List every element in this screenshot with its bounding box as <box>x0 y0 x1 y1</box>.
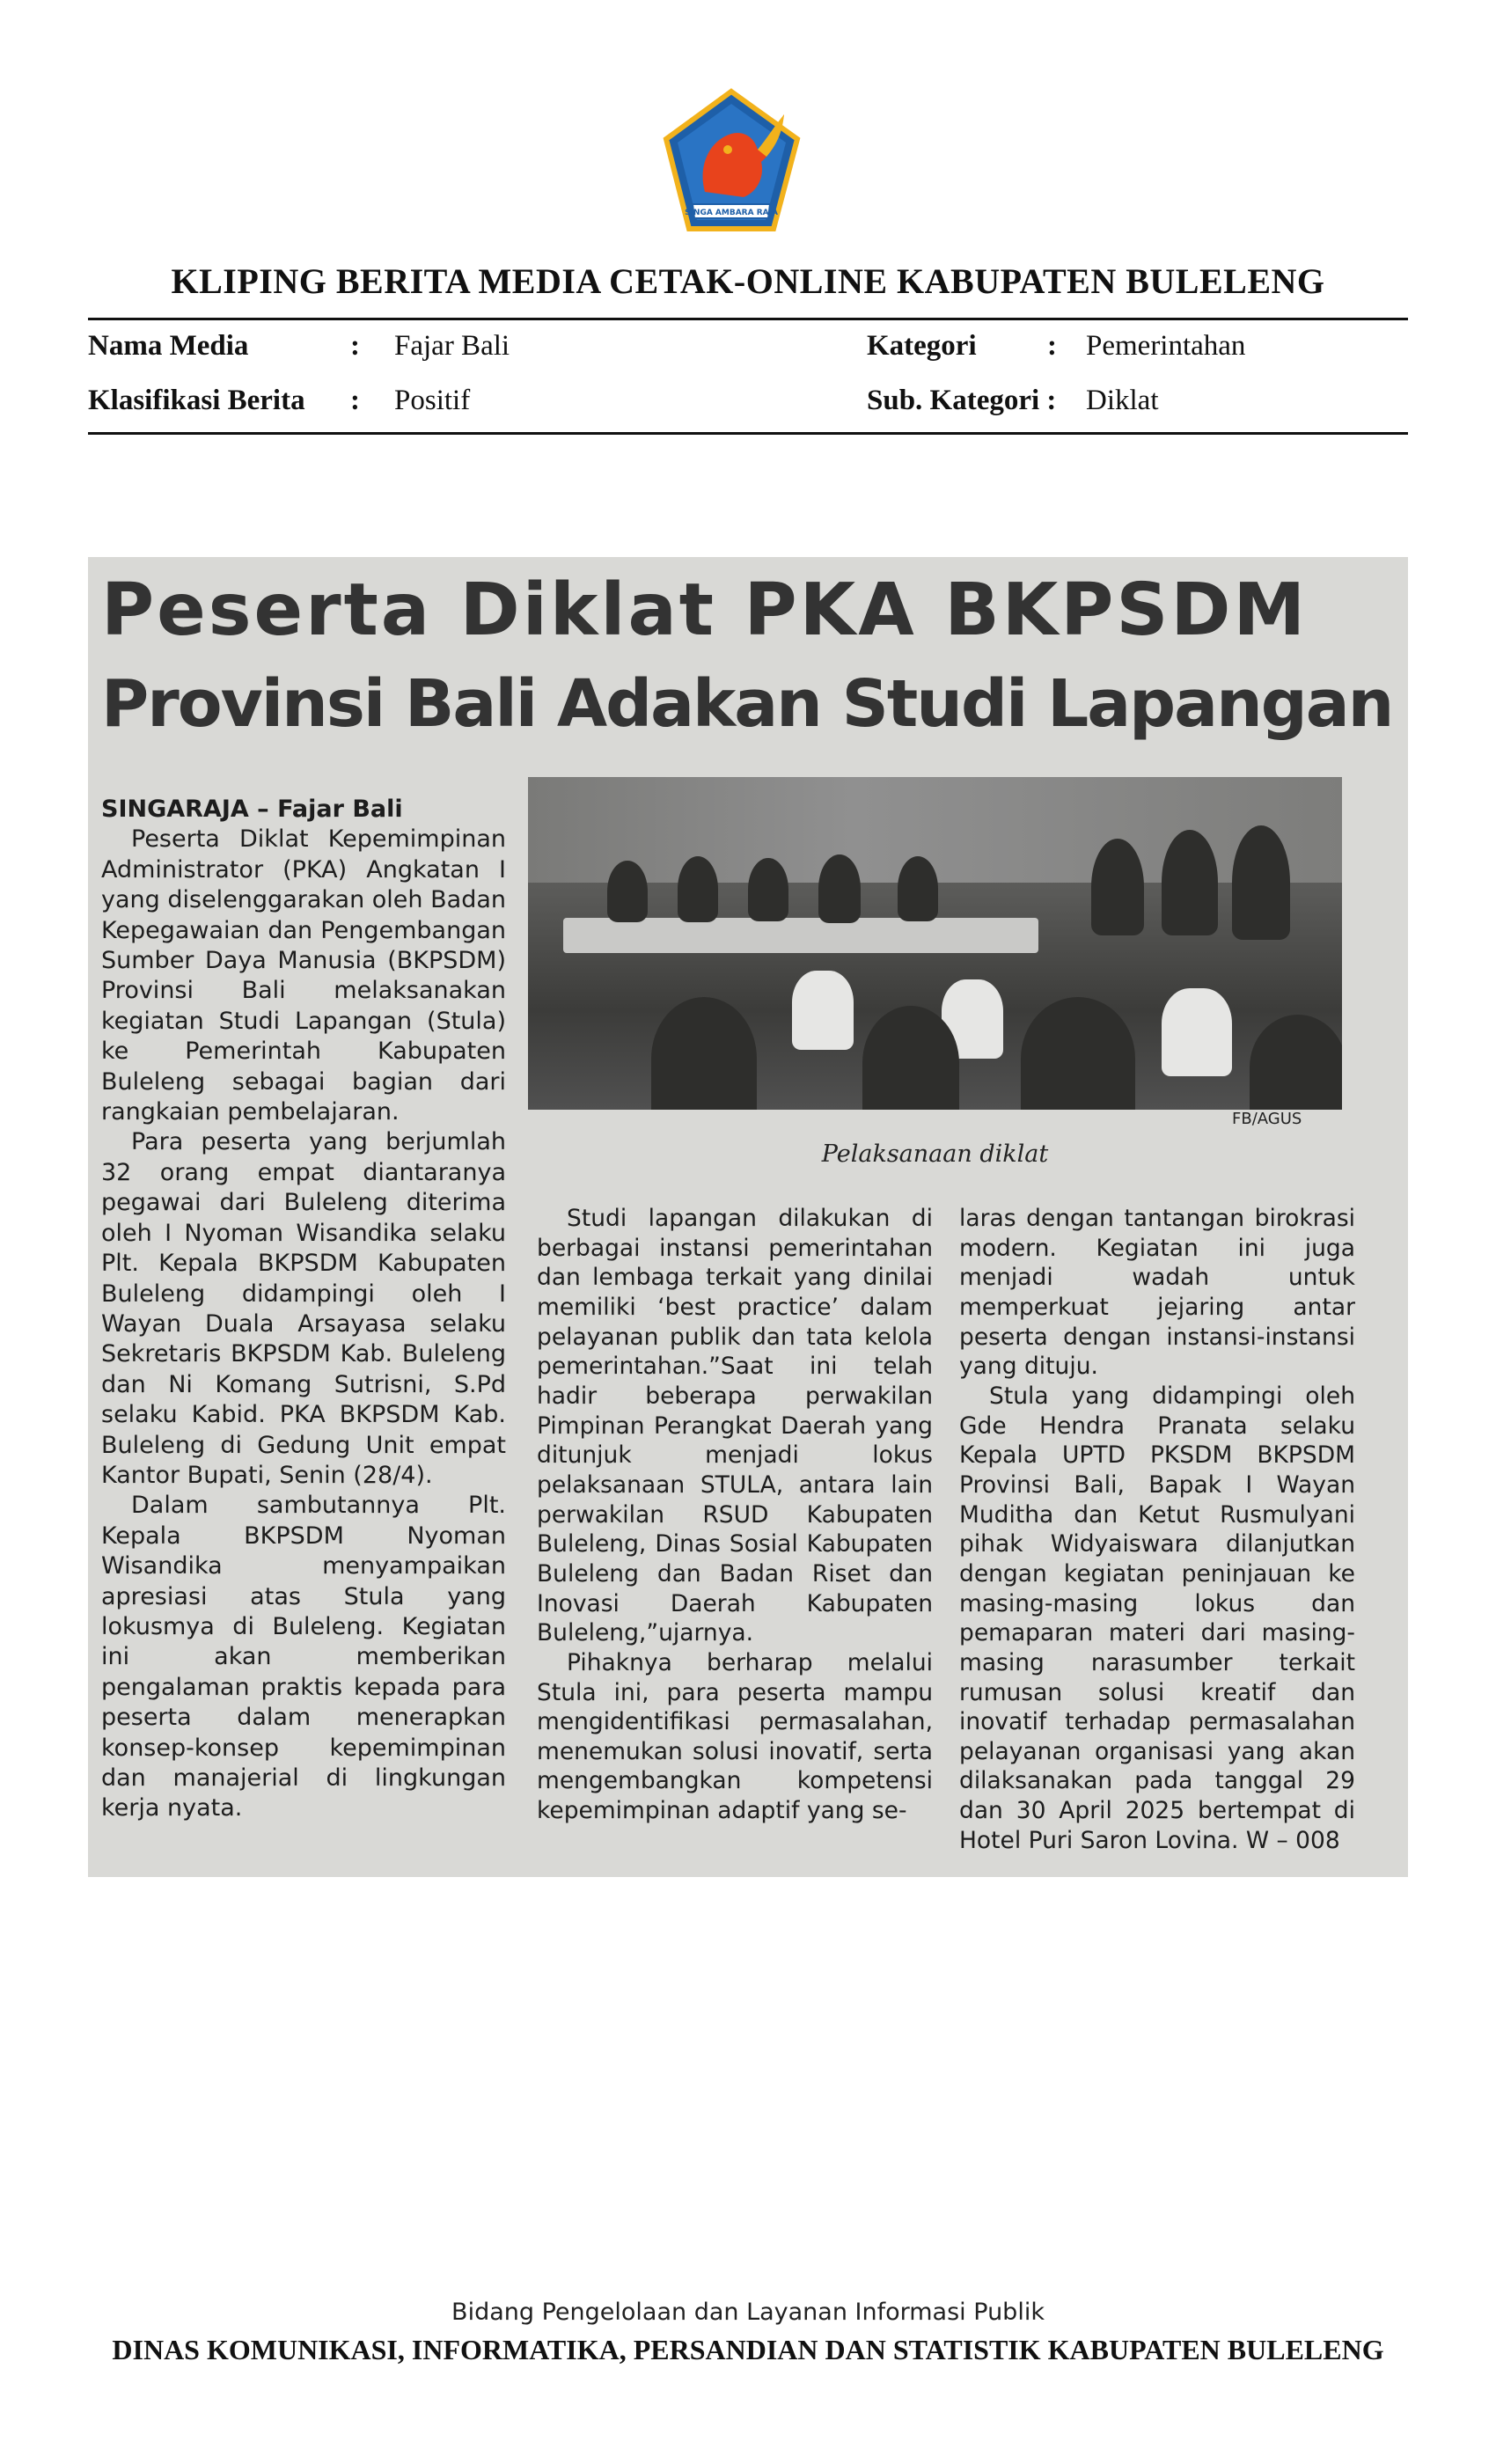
klasifikasi-berita-label: Klasifikasi Berita <box>88 385 305 416</box>
klasifikasi-separator: : <box>350 385 360 416</box>
photo-person <box>862 1006 959 1110</box>
article-paragraph: Pihaknya berharap melalui Stula ini, para peserta mampu mengidentifikasi permasalahan, menemukan solusi inovatif, serta mengembangkan kompetensi kepemimpinan adaptif yang se- <box>537 1648 933 1825</box>
article-paragraph: Peserta Diklat Kepemimpinan Administrator (PKA) Angkatan I yang diselenggarakan oleh Badan Kepegawaian dan Pengembangan Sumber Daya Manusia (BKPSDM) Provinsi Bali melaksanakan kegiatan Studi Lapangan (Stula) ke Pemerintah Kabupaten Buleleng sebagai bagian dari rangkaian pembelajaran. <box>101 825 506 1126</box>
article-headline-line2: Provinsi Bali Adakan Studi Lapangan <box>101 666 1393 742</box>
sub-kategori-value: Diklat <box>1086 385 1159 416</box>
article-paragraph: Stula yang didampingi oleh Gde Hendra Pranata selaku Kepala UPTD PKSDM BKPSDM Provinsi Bali, Bapak I Wayan Muditha dan Ketut Rusmulyani pihak Widyaiswara dilanjutkan dengan kegiatan peninjauan ke masing-masing lokus dan pemaparan materi dari masing-masing narasumber terkait rumusan solusi kreatif dan inovatif terhadap permasalahan pelayanan organisasi yang akan dilaksanakan pada tanggal 29 dan 30 April 2025 bertempat di Hotel Puri Saron Lovina. W – 008 <box>959 1382 1355 1854</box>
logo-motto: SINGA AMBARA RAJA <box>685 209 778 217</box>
nama-media-separator: : <box>350 330 360 362</box>
newspaper-clipping <box>88 557 1408 1877</box>
article-paragraph: Dalam sambutannya Plt. Kepala BKPSDM Nyoman Wisandika menyampaikan apresiasi atas Stula yang lokusmya di Buleleng. Kegiatan ini akan memberikan pengalaman praktis kepada para peserta dalam menerapkan konsep-konsep kepemimpinan dan manajerial di lingkungan kerja nyata. <box>101 1492 506 1822</box>
article-photo <box>528 777 1342 1110</box>
photo-chair <box>792 971 854 1050</box>
kategori-separator: : <box>1047 330 1057 362</box>
photo-credit: FB/AGUS <box>1232 1110 1302 1128</box>
photo-person <box>1021 997 1135 1110</box>
singa-ambara-raja-emblem-icon <box>663 88 801 235</box>
footer-agency: DINAS KOMUNIKASI, INFORMATIKA, PERSANDIAN DAN STATISTIK KABUPATEN BULELENG <box>112 2334 1384 2365</box>
photo-caption: Pelaksanaan diklat <box>821 1140 1049 1168</box>
article-column-1 <box>101 795 506 1824</box>
footer-department: Bidang Pengelolaan dan Layanan Informasi Publik <box>451 2299 1045 2326</box>
photo-person <box>748 858 788 921</box>
photo-table <box>563 918 1038 953</box>
photo-person <box>898 856 938 921</box>
article-column-2 <box>537 1204 933 1826</box>
nama-media-label: Nama Media <box>88 330 249 362</box>
article-dateline: SINGARAJA – Fajar Bali <box>101 796 403 823</box>
article-paragraph: Studi lapangan dilakukan di berbagai instansi pemerintahan dan lembaga terkait yang dinilai memiliki ‘best practice’ dalam pelayanan publik dan tata kelola pemerintahan.”Saat ini telah hadir beberapa perwakilan Pimpinan Perangkat Daerah yang ditunjuk menjadi lokus pelaksanaan STULA, antara lain perwakilan RSUD Kabupaten Buleleng, Dinas Sosial Kabupaten Buleleng dan Badan Riset dan Inovasi Daerah Kabupaten Buleleng,”ujarnya. <box>537 1205 933 1647</box>
header-bottom-rule <box>88 432 1408 435</box>
photo-person <box>1250 1015 1342 1110</box>
article-paragraph: Para peserta yang berjumlah 32 orang empat diantaranya pegawai dari Buleleng diterima oleh I Nyoman Wisandika selaku Plt. Kepala BKPSDM Kabupaten Buleleng didampingi oleh I Wayan Duala Arsayasa selaku Sekretaris BKPSDM Kab. Buleleng dan Ni Komang Sutrisni, S.Pd selaku Kabid. PKA BKPSDM Kab. Buleleng di Gedung Unit empat Kantor Bupati, Senin (28/4). <box>101 1128 506 1489</box>
photo-person <box>651 997 757 1110</box>
photo-person <box>1232 825 1290 940</box>
photo-person <box>678 856 718 922</box>
photo-person <box>1162 830 1218 935</box>
sub-kategori-label: Sub. Kategori : <box>867 385 1057 416</box>
kategori-label: Kategori <box>867 330 977 362</box>
photo-person <box>607 861 648 922</box>
photo-chair <box>1162 988 1232 1076</box>
header-top-rule <box>88 318 1408 320</box>
photo-person <box>818 854 861 923</box>
article-column-3 <box>959 1204 1355 1855</box>
nama-media-value: Fajar Bali <box>394 330 510 362</box>
klasifikasi-berita-value: Positif <box>394 385 471 416</box>
photo-wall <box>528 777 1342 883</box>
kategori-value: Pemerintahan <box>1086 330 1246 362</box>
document-title: KLIPING BERITA MEDIA CETAK-ONLINE KABUPATEN BULELENG <box>171 261 1325 301</box>
article-headline-line1: Peserta Diklat PKA BKPSDM <box>101 568 1309 652</box>
article-paragraph: laras dengan tantangan birokrasi modern. Kegiatan ini juga menjadi wadah untuk memperkuat jejaring antar peserta dengan instansi-instansi yang dituju. <box>959 1205 1355 1381</box>
photo-person <box>1091 839 1144 935</box>
